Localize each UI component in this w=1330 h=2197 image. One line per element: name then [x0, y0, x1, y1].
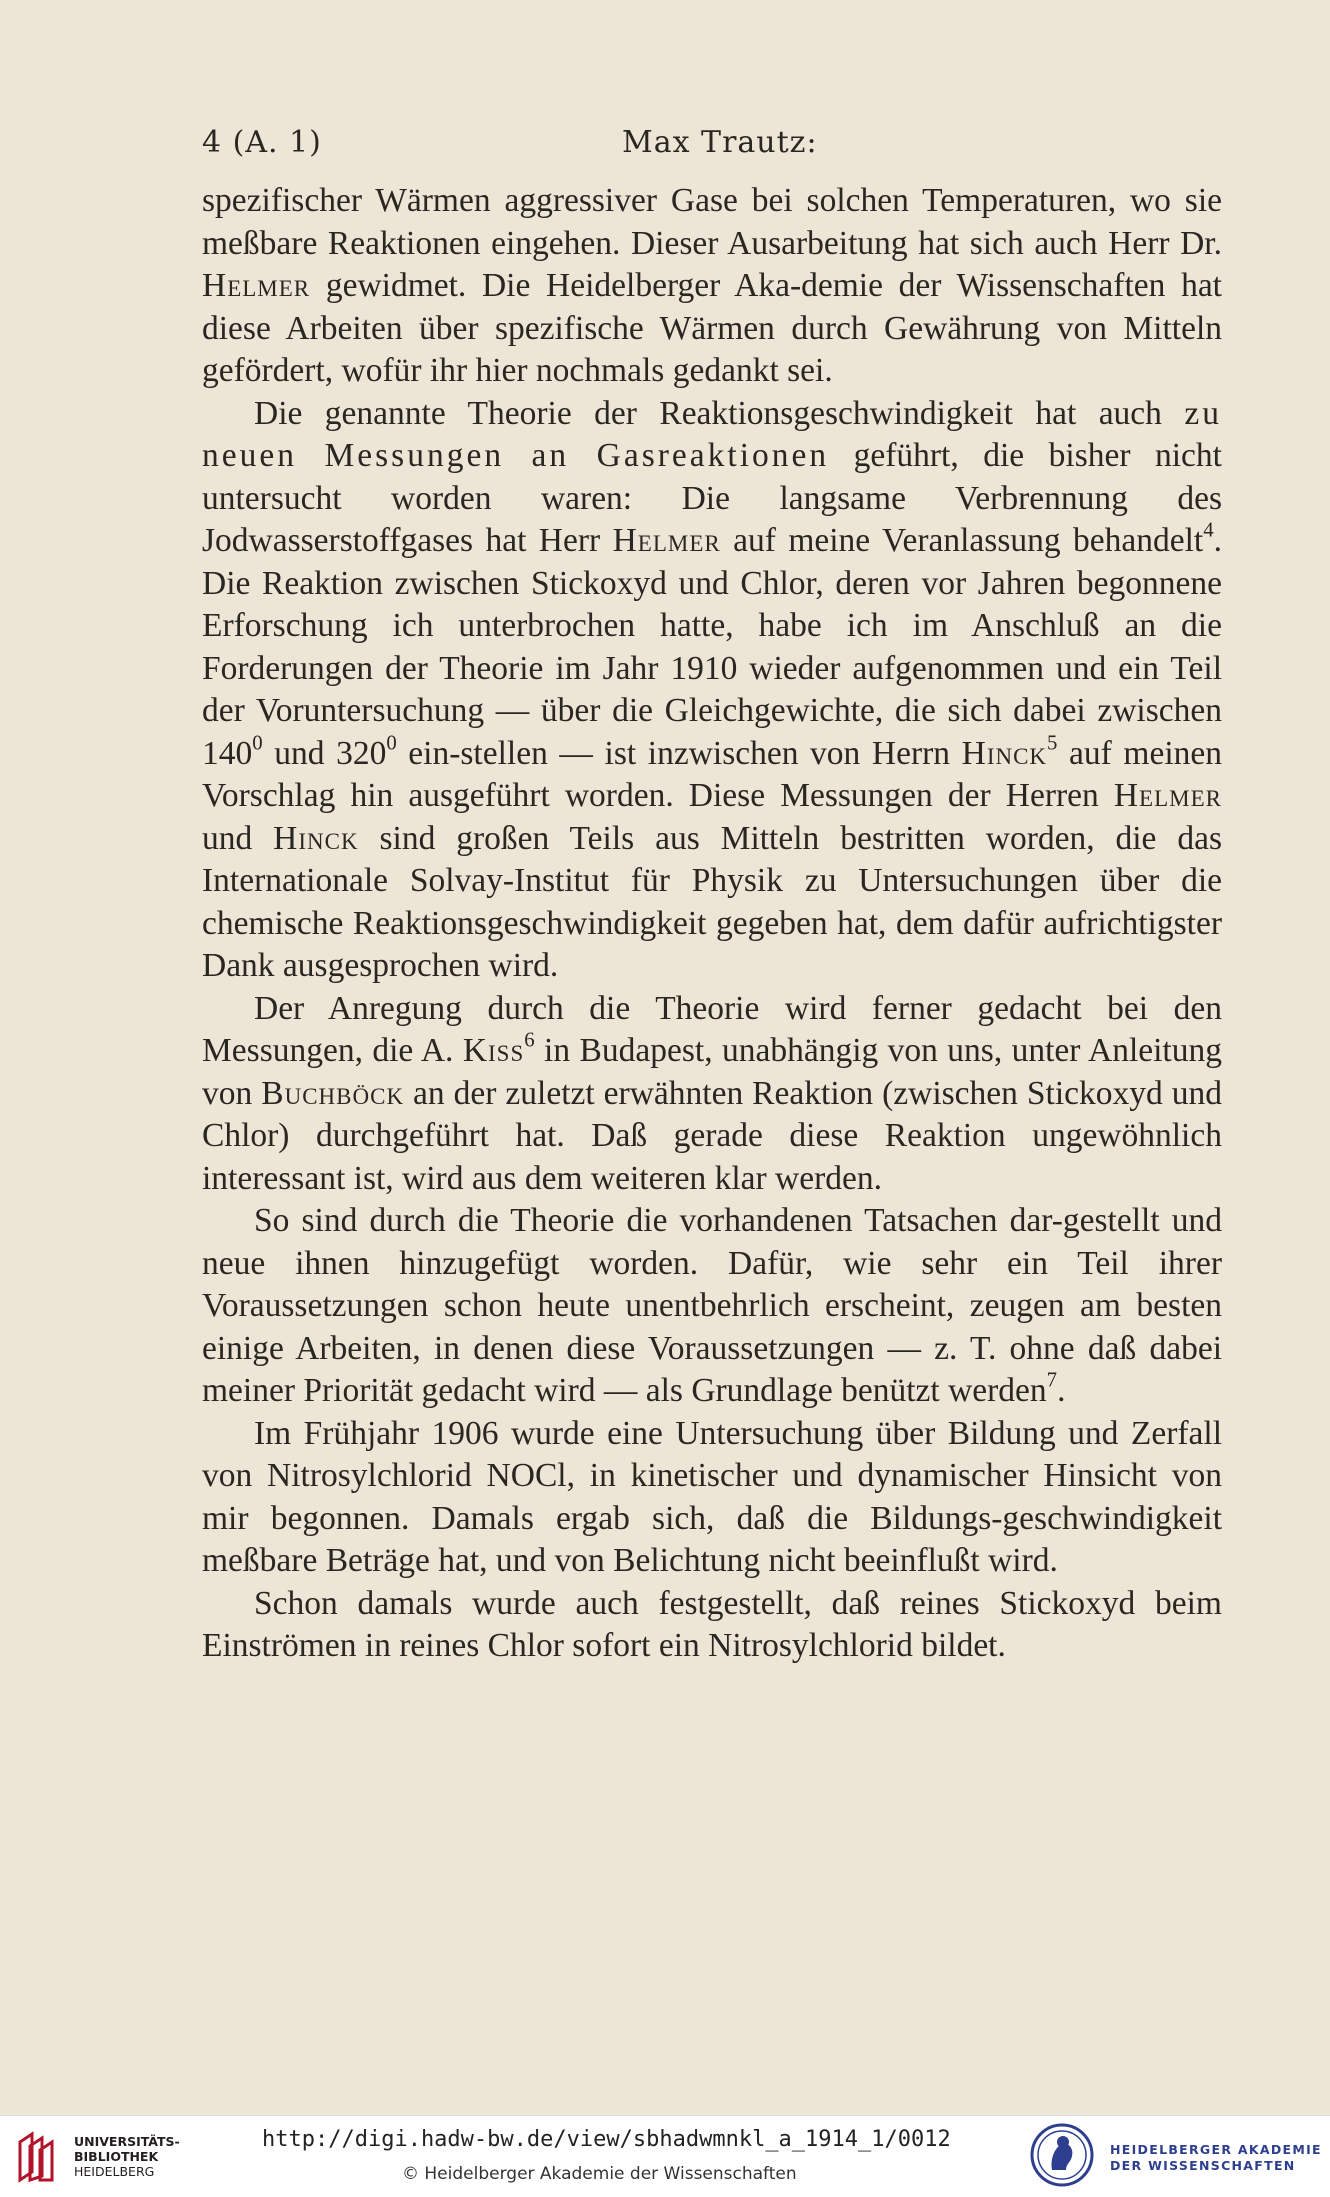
permalink-url[interactable]: http://digi.hadw-bw.de/view/sbhadwmnkl_a_1914_1/0012 — [262, 2127, 951, 2152]
paragraph-4: So sind durch die Theorie die vorhandenen Tatsachen dar-gestellt und neue ihnen hinzugefügt worden. Dafür, wie sehr ein Teil ihrer Voraussetzungen schon heute unentbehrlich erscheint, zeugen am besten einige Arbeiten, in denen diese Voraussetzungen — z. T. ohne daß dabei meiner Priorität gedacht wird — als Grundlage benützt werden$^7$. — [202, 1202, 1222, 1409]
footer-bar — [0, 2115, 1330, 2197]
copyright-notice: © Heidelberger Akademie der Wissenschaften — [402, 2164, 797, 2184]
library-name: UNIVERSITÄTS- BIBLIOTHEK HEIDELBERG — [74, 2134, 180, 2179]
spaced-emphasis: zu neuen Messungen an Gasreaktionen — [202, 394, 1222, 474]
footnote-ref-6: 6 — [524, 1028, 535, 1052]
paragraph-1: spezifischer Wärmen aggressiver Gase bei solchen Temperaturen, wo sie meßbare Reaktionen eingehen. Dieser Ausarbeitung hat sich auch Herr Dr. Helmer gewidmet. Die Heidelberger Aka-demie der Wissenschaften hat diese Arbeiten über spezifische Wärmen durch Gewährung von Mitteln gefördert, wofür ihr hier nochmals gedankt sei. — [202, 182, 1222, 389]
library-logo[interactable] — [14, 2126, 184, 2188]
degree-mark: 0 — [386, 730, 397, 754]
paragraph-5: Im Frühjahr 1906 wurde eine Untersuchung über Bildung und Zerfall von Nitrosylchlorid NOCl, in kinetischer und dynamischer Hinsicht von mir begonnen. Damals ergab sich, daß die Bildungs-geschwindigkeit meßbare Beträge hat, und von Belichtung nicht beeinflußt wird. — [202, 1414, 1222, 1579]
running-title: Max Trautz: — [622, 125, 818, 160]
academy-logo[interactable] — [1030, 2122, 1320, 2192]
degree-mark: 0 — [252, 730, 263, 754]
footnote-ref-5: 5 — [1047, 730, 1058, 754]
name-hinck: Hinck — [273, 819, 359, 857]
name-helmer: Helmer — [202, 267, 311, 304]
paragraph-2: Die genannte Theorie der Reaktionsgeschwindigkeit hat auch zu neuen Messungen an Gasreaktionen geführt, die bisher nicht untersucht worden waren: Die langsame Verbrennung des Jodwasserstoffgases hat Herr Helmer auf meine Veranlassung behandelt$^4$. Die Reaktion zwischen Stickoxyd und Chlor, deren vor Jahren begonnene Erforschung ich unterbrochen hatte, habe ich im Anschluß an die Forderungen der Theorie im Jahr 1910 wieder aufgenommen und ein Teil der Voruntersuchung — über die Gleichgewichte, die sich dabei zwischen $140^0$ und $320^0$ ein-stellen — ist inzwischen von Herrn Hinck$^5$ auf meinen Vorschlag hin ausgeführt worden. Diese Messungen der Herren Helmer und Hinck sind großen Teils aus Mitteln bestritten worden, die das Internationale Solvay-Institut für Physik zu Untersuchungen über die chemische Reaktionsgeschwindigkeit gegeben hat, dem dafür aufrichtigster Dank ausgesprochen wird. — [202, 394, 1223, 984]
footnote-ref-7: 7 — [1046, 1368, 1058, 1392]
name-helmer: Helmer — [1113, 777, 1222, 814]
academy-seal-icon — [1030, 2122, 1094, 2188]
footnote-ref-4: 4 — [1203, 518, 1214, 542]
paragraph-3: Der Anregung durch die Theorie wird ferner gedacht bei den Messungen, die A. Kiss$^6$ in Budapest, unabhängig von uns, unter Anleitung von Buchböck an der zuletzt erwähnten Reaktion (zwischen Stickoxyd und Chlor) durchgeführt hat. Daß gerade diese Reaktion ungewöhnlich interessant ist, wird aus dem weiteren klar werden. — [202, 989, 1223, 1197]
page-number: 4 (A. 1) — [202, 125, 322, 160]
name-hinck: Hinck — [961, 734, 1048, 772]
ub-heidelberg-logo-icon — [14, 2130, 58, 2184]
academy-name: HEIDELBERGER AKADEMIE DER WISSENSCHAFTEN — [1110, 2142, 1322, 2173]
name-kiss: Kiss — [462, 1032, 525, 1069]
page-header — [202, 125, 1222, 165]
body-text — [202, 180, 1222, 1668]
name-buchboeck: Buchböck — [261, 1074, 405, 1112]
paragraph-6: Schon damals wurde auch festgestellt, daß reines Stickoxyd beim Einströmen in reines Chlor sofort ein Nitrosylchlorid bildet. — [202, 1584, 1222, 1664]
name-helmer: Helmer — [612, 522, 721, 559]
